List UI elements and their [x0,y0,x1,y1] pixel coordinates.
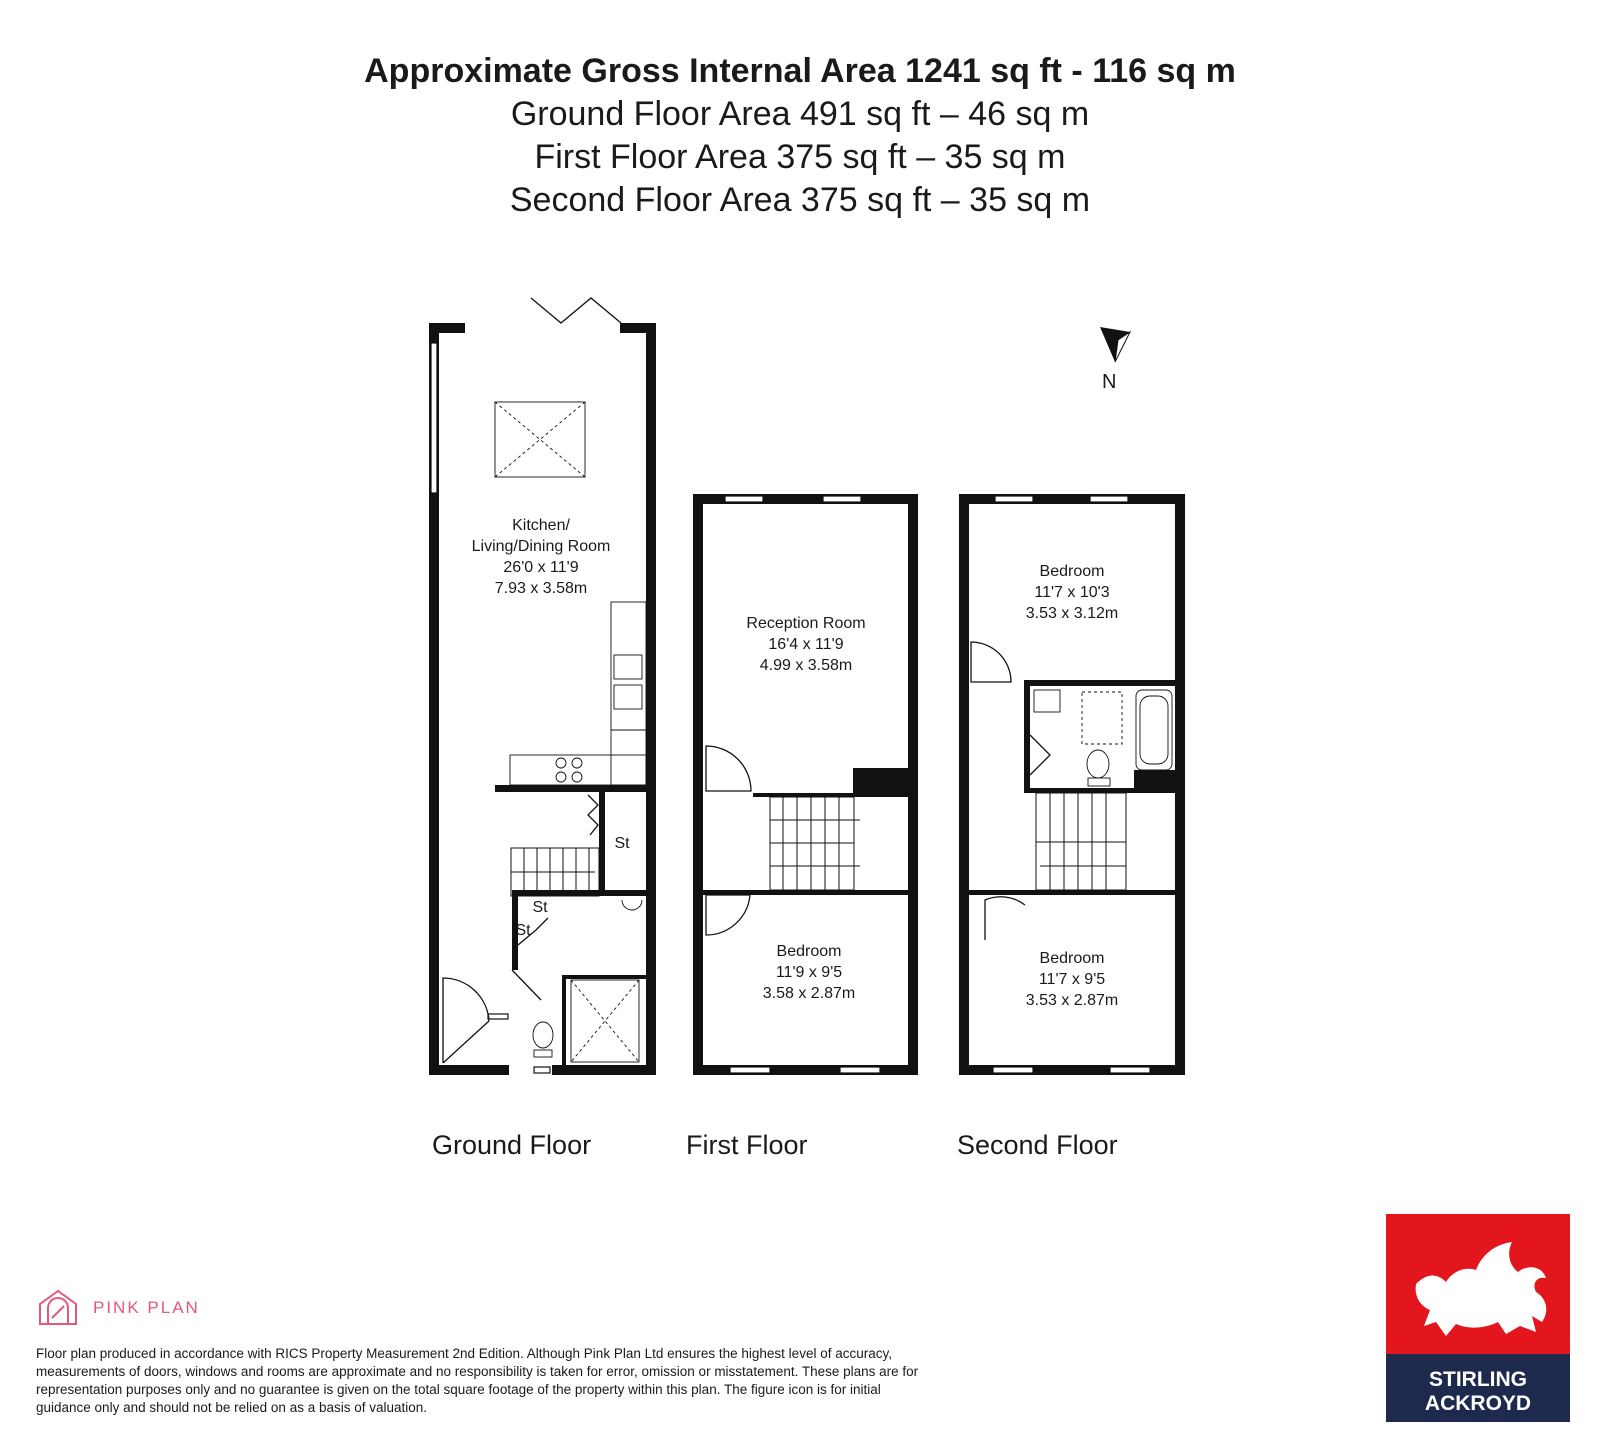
second-floor-label: Second Floor [957,1130,1118,1160]
second-floor-area: Second Floor Area 375 sq ft – 35 sq m [509,181,1091,219]
doors [443,298,1050,1063]
pink-plan-logo [36,1288,200,1328]
reception-imperial: 16'4 x 11'9 [768,636,844,653]
kitchen-metric: 7.93 x 3.58m [494,580,588,597]
first-bedroom-metric: 3.58 x 2.87m [762,985,856,1002]
second-rear-bedroom-name: Bedroom [1039,950,1105,967]
second-front-bedroom-metric: 3.53 x 3.12m [1025,605,1119,622]
second-front-bedroom-imperial: 11'7 x 10'3 [1034,584,1110,601]
store-label-3: St [515,922,531,939]
reception-metric: 4.99 x 3.58m [759,657,853,674]
ground-side-window [431,343,437,493]
logo-text-stirling: STIRLING [1429,1368,1527,1391]
logo-text-ackroyd: ACKROYD [1424,1392,1532,1415]
second-rear-bedroom-metric: 3.53 x 2.87m [1025,992,1119,1009]
ground-floor-label: Ground Floor [432,1130,592,1160]
compass-icon [1100,327,1130,393]
first-bedroom-name: Bedroom [776,943,842,960]
store-label-1: St [614,835,630,852]
disclaimer-text: Floor plan produced in accordance with RICS Property Measurement 2nd Edition. Although Pink Plan Ltd ensures the highest level of accuracy, measurements of doors, windows and rooms are approximate and no responsibility is taken for error, omission or misstatement. These plans are for representation purposes only and no guarantee is given on the total square footage of the property within this plan. The figure icon is for initial guidance only and should not be relied on as a basis of valuation. [36,1346,919,1415]
compass-north-label: N [1102,371,1117,393]
kitchen-name-line2: Living/Dining Room [471,538,611,555]
first-floor-area: First Floor Area 375 sq ft – 35 sq m [534,138,1066,176]
ground-floor-walls [429,323,656,1075]
griffin-icon [1386,1214,1570,1354]
first-floor-label: First Floor [686,1130,808,1160]
second-front-bedroom-name: Bedroom [1039,563,1105,580]
second-rear-bedroom-imperial: 11'7 x 9'5 [1038,971,1106,988]
ground-floor-area: Ground Floor Area 491 sq ft – 46 sq m [510,95,1090,133]
kitchen-name-line1: Kitchen/ [512,517,570,534]
store-label-2: St [532,899,548,916]
first-bedroom-imperial: 11'9 x 9'5 [775,964,843,981]
gross-area-title: Approximate Gross Internal Area 1241 sq ft - 116 sq m [364,52,1236,90]
logo-red-panel [1386,1214,1570,1354]
pink-plan-wordmark: PINK PLAN [93,1298,200,1317]
reception-name: Reception Room [746,615,866,632]
kitchen-imperial: 26'0 x 11'9 [503,559,579,576]
stirling-ackroyd-logo [1386,1214,1570,1422]
pink-plan-house-icon [36,1288,80,1328]
